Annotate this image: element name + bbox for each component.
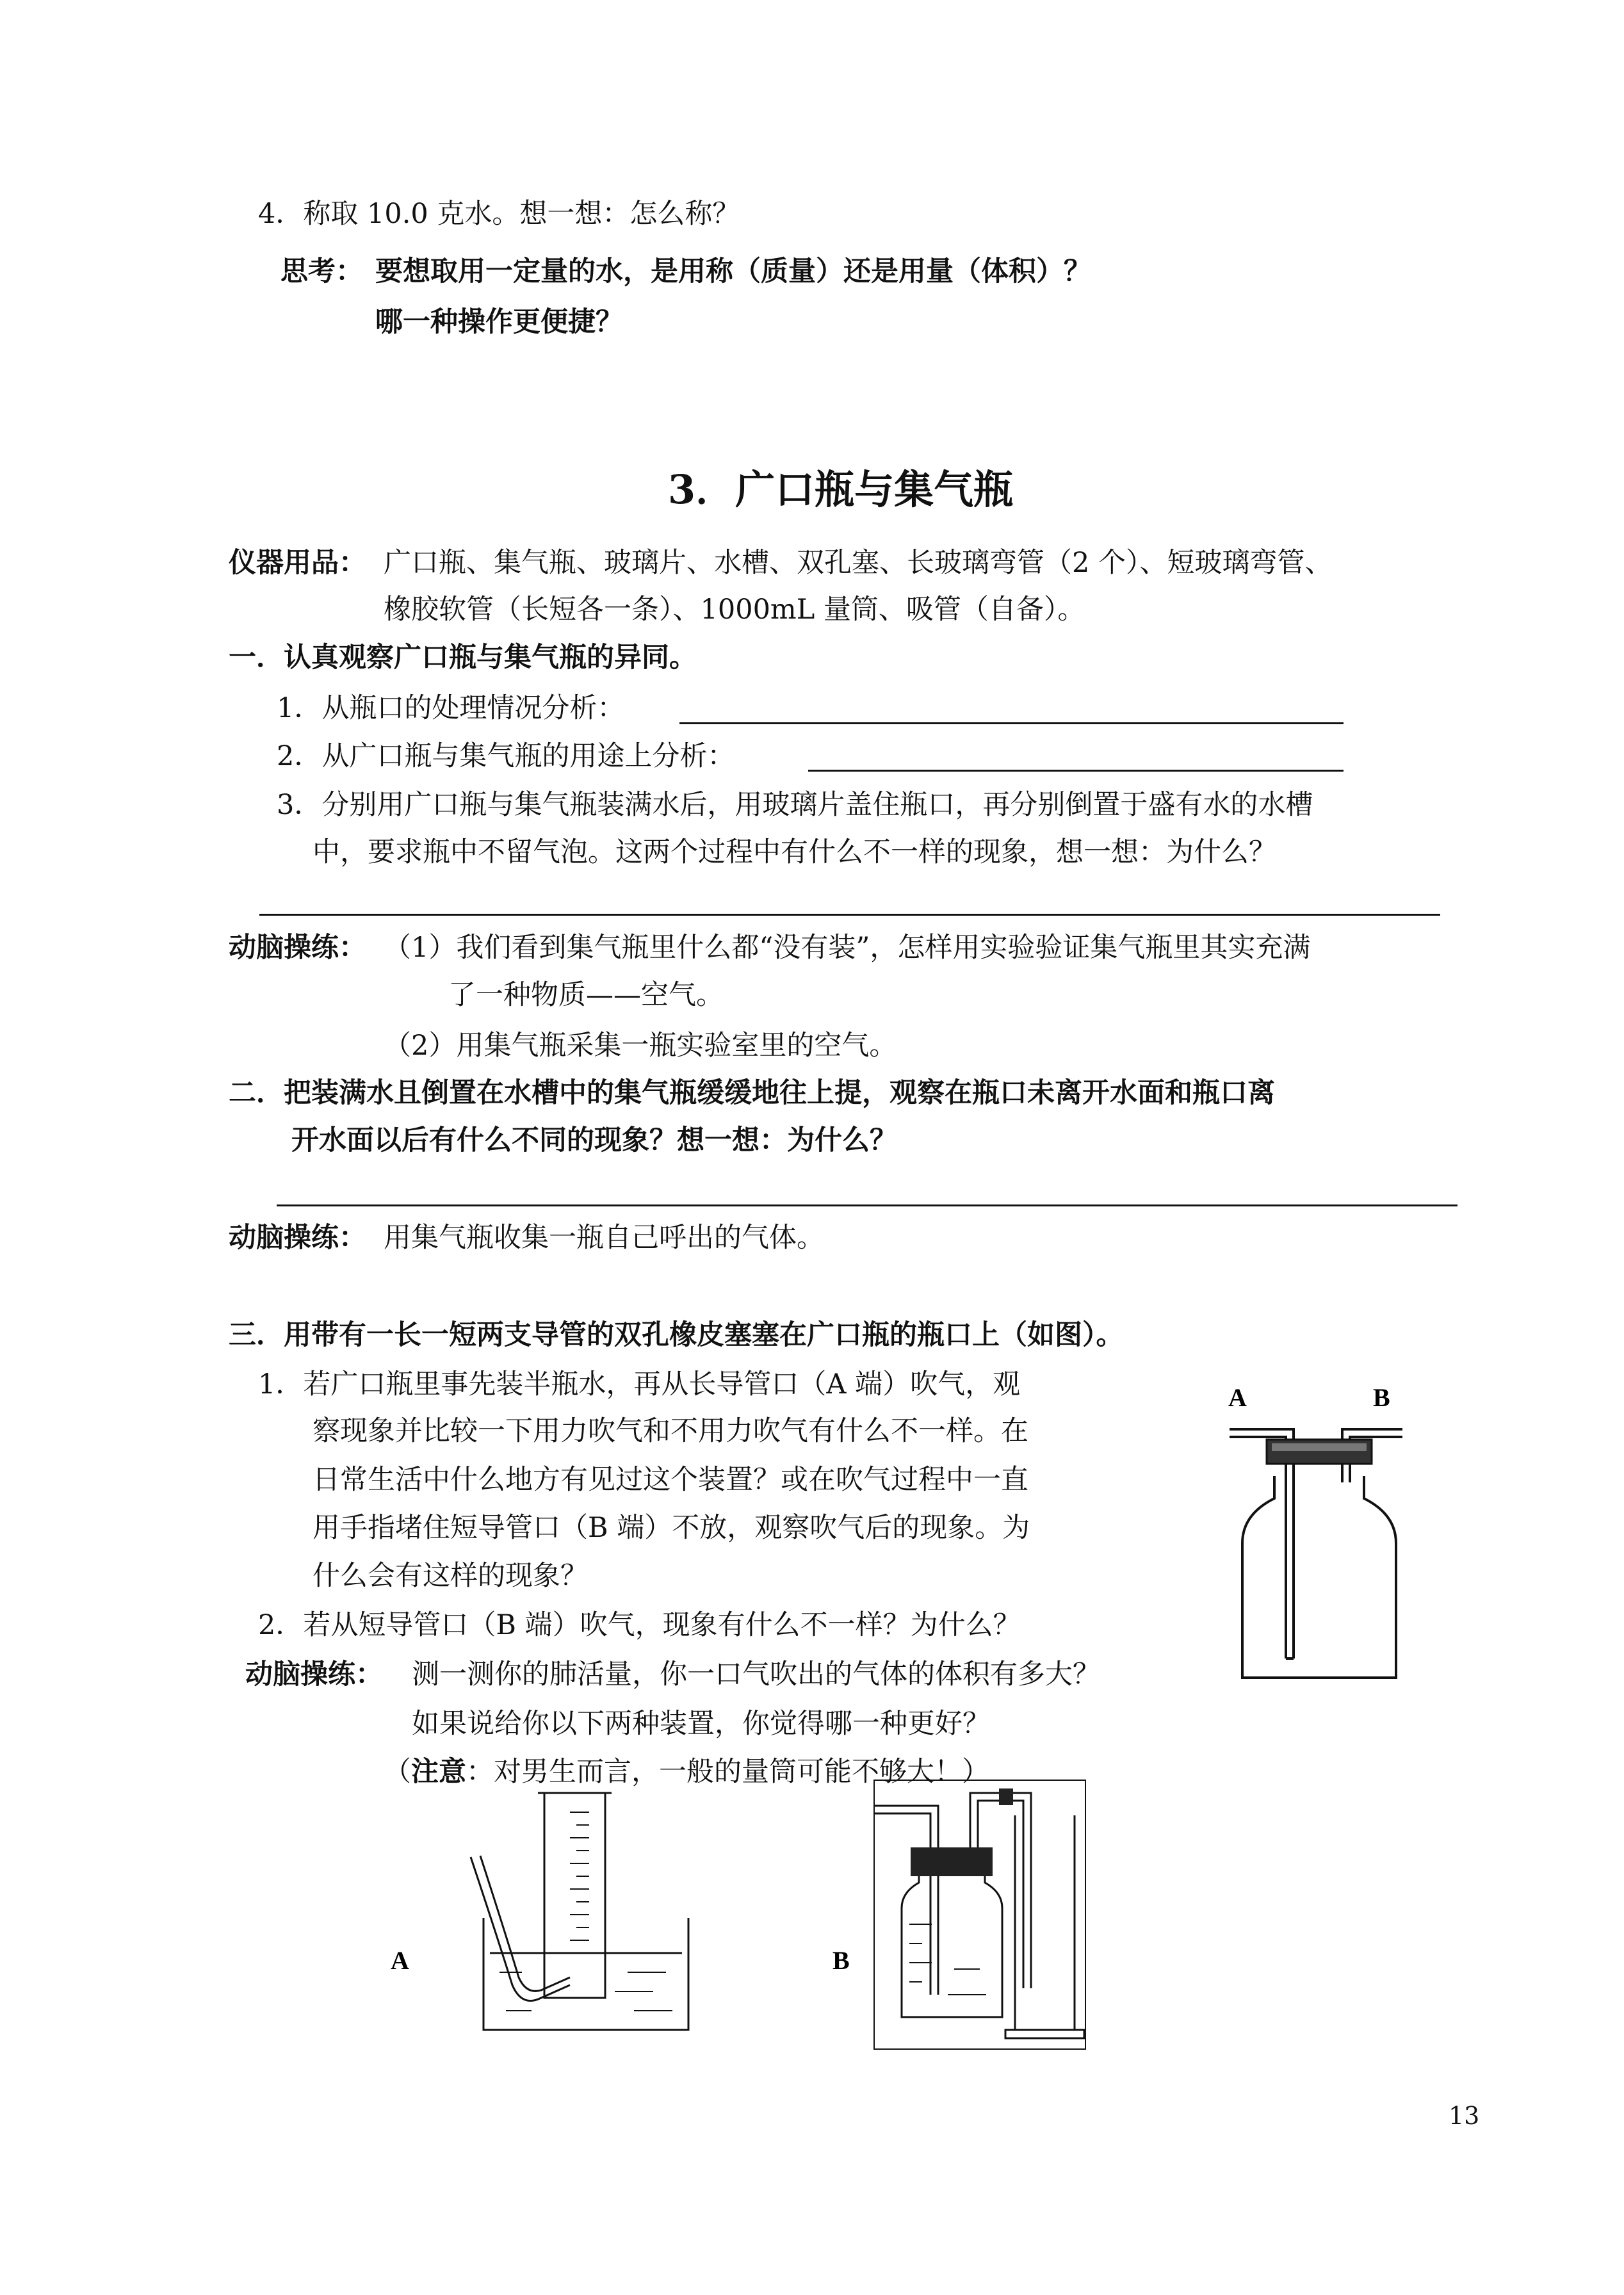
- part3-practice-line-1: 测一测你的肺活量，你一口气吹出的气体的体积有多大？: [412, 1658, 1100, 1691]
- part1-q3-line-2: 中，要求瓶中不留气泡。这两个过程中有什么不一样的现象，想一想：为什么？: [313, 836, 1276, 868]
- think-line-1: 要想取用一定量的水，是用称（质量）还是用量（体积）？: [375, 255, 1091, 288]
- cylinder-graduations: [570, 1812, 589, 1940]
- water-lines: [499, 1972, 672, 2011]
- apparatus-a-figure: [384, 1787, 717, 2049]
- part1-practice-1-line-1: （1）我们看到集气瓶里什么都“没有装”，怎样用实验验证集气瓶里其实充满: [384, 932, 1311, 964]
- part2-heading-line-2: 开水面以后有什么不同的现象？想一想：为什么？: [291, 1124, 897, 1156]
- part1-q1: 1．从瓶口的处理情况分析：: [277, 692, 625, 724]
- note-text: ：对男生而言，一般的量筒可能不够大！）: [466, 1756, 989, 1788]
- figure-label-b: B: [1373, 1383, 1390, 1412]
- part3-q1-line-3: 日常生活中什么地方有见过这个装置？或在吹气过程中一直: [313, 1464, 1028, 1496]
- note-label: 注意: [411, 1756, 466, 1788]
- part1-practice-label: 动脑操练：: [229, 932, 366, 964]
- note-open-paren: （: [384, 1756, 411, 1788]
- part1-practice-2: （2）用集气瓶采集一瓶实验室里的空气。: [384, 1030, 897, 1062]
- part1-q2: 2．从广口瓶与集气瓶的用途上分析：: [277, 740, 735, 772]
- part3-practice-line-2: 如果说给你以下两种装置，你觉得哪一种更好？: [412, 1708, 990, 1740]
- part1-practice-1-line-2: 了一种物质——空气。: [448, 979, 724, 1011]
- apparatus-b-label: B: [832, 1946, 850, 1975]
- wide-mouth-bottle-figure: [1217, 1377, 1422, 1691]
- equipment-label: 仪器用品：: [229, 547, 366, 579]
- part3-q1-line-2: 察现象并比较一下用力吹气和不用力吹气有什么不一样。在: [313, 1415, 1028, 1447]
- part3-q1-line-1: 1．若广口瓶里事先装半瓶水，再从长导管口（A 端）吹气，观: [258, 1368, 1021, 1400]
- rubber-stopper: [1267, 1439, 1372, 1464]
- think-label: 思考：: [280, 255, 363, 288]
- part1-heading: 一．认真观察广口瓶与集气瓶的异同。: [229, 642, 697, 674]
- part2-practice-label: 动脑操练：: [229, 1222, 366, 1254]
- answer-line-q2: [808, 770, 1344, 772]
- stopper-highlight: [1272, 1443, 1367, 1451]
- bottle-b-graduations: [909, 1924, 986, 1995]
- section-title: 3．广口瓶与集气瓶: [668, 466, 1014, 513]
- part3-practice-label: 动脑操练：: [245, 1658, 383, 1691]
- answer-line-part2: [277, 1204, 1458, 1206]
- part1-q3-line-1: 3．分别用广口瓶与集气瓶装满水后，用玻璃片盖住瓶口，再分别倒置于盛有水的水槽: [277, 789, 1313, 821]
- answer-line-q3: [259, 914, 1440, 916]
- item-4: 4．称取 10.0 克水。想一想：怎么称？: [258, 198, 740, 230]
- water-trough: [483, 1918, 688, 2030]
- apparatus-b-figure: [826, 1777, 1108, 2052]
- equipment-line-1: 广口瓶、集气瓶、玻璃片、水槽、双孔塞、长玻璃弯管（2 个）、短玻璃弯管、: [384, 547, 1333, 579]
- part3-q1-line-5: 什么会有这样的现象？: [313, 1560, 588, 1592]
- tube-connector: [999, 1788, 1013, 1805]
- part3-q2: 2．若从短导管口（B 端）吹气，现象有什么不一样？为什么？: [258, 1609, 1021, 1641]
- equipment-line-2: 橡胶软管（长短各一条）、1000mL 量筒、吸管（自备）。: [384, 594, 1085, 626]
- apparatus-a-label: A: [391, 1946, 409, 1975]
- answer-line-q1: [679, 722, 1344, 724]
- part3-heading: 三．用带有一长一短两支导管的双孔橡皮塞塞在广口瓶的瓶口上（如图）。: [229, 1319, 1124, 1351]
- graduated-cylinder: [544, 1793, 605, 1998]
- part3-q1-line-4: 用手指堵住短导管口（B 端）不放，观察吹气后的现象。为: [313, 1512, 1030, 1544]
- think-line-2: 哪一种操作更便捷？: [375, 306, 623, 338]
- figure-label-a: A: [1228, 1383, 1247, 1412]
- bottle-drawing: [1230, 1429, 1402, 1678]
- stopper-b: [911, 1847, 993, 1876]
- page-number: 13: [1449, 2102, 1480, 2130]
- part2-heading-line-1: 二．把装满水且倒置在水槽中的集气瓶缓缓地往上提，观察在瓶口未离开水面和瓶口离: [229, 1077, 1275, 1109]
- part2-practice-text: 用集气瓶收集一瓶自己呼出的气体。: [384, 1222, 824, 1254]
- apparatus-b-frame: [874, 1780, 1085, 2049]
